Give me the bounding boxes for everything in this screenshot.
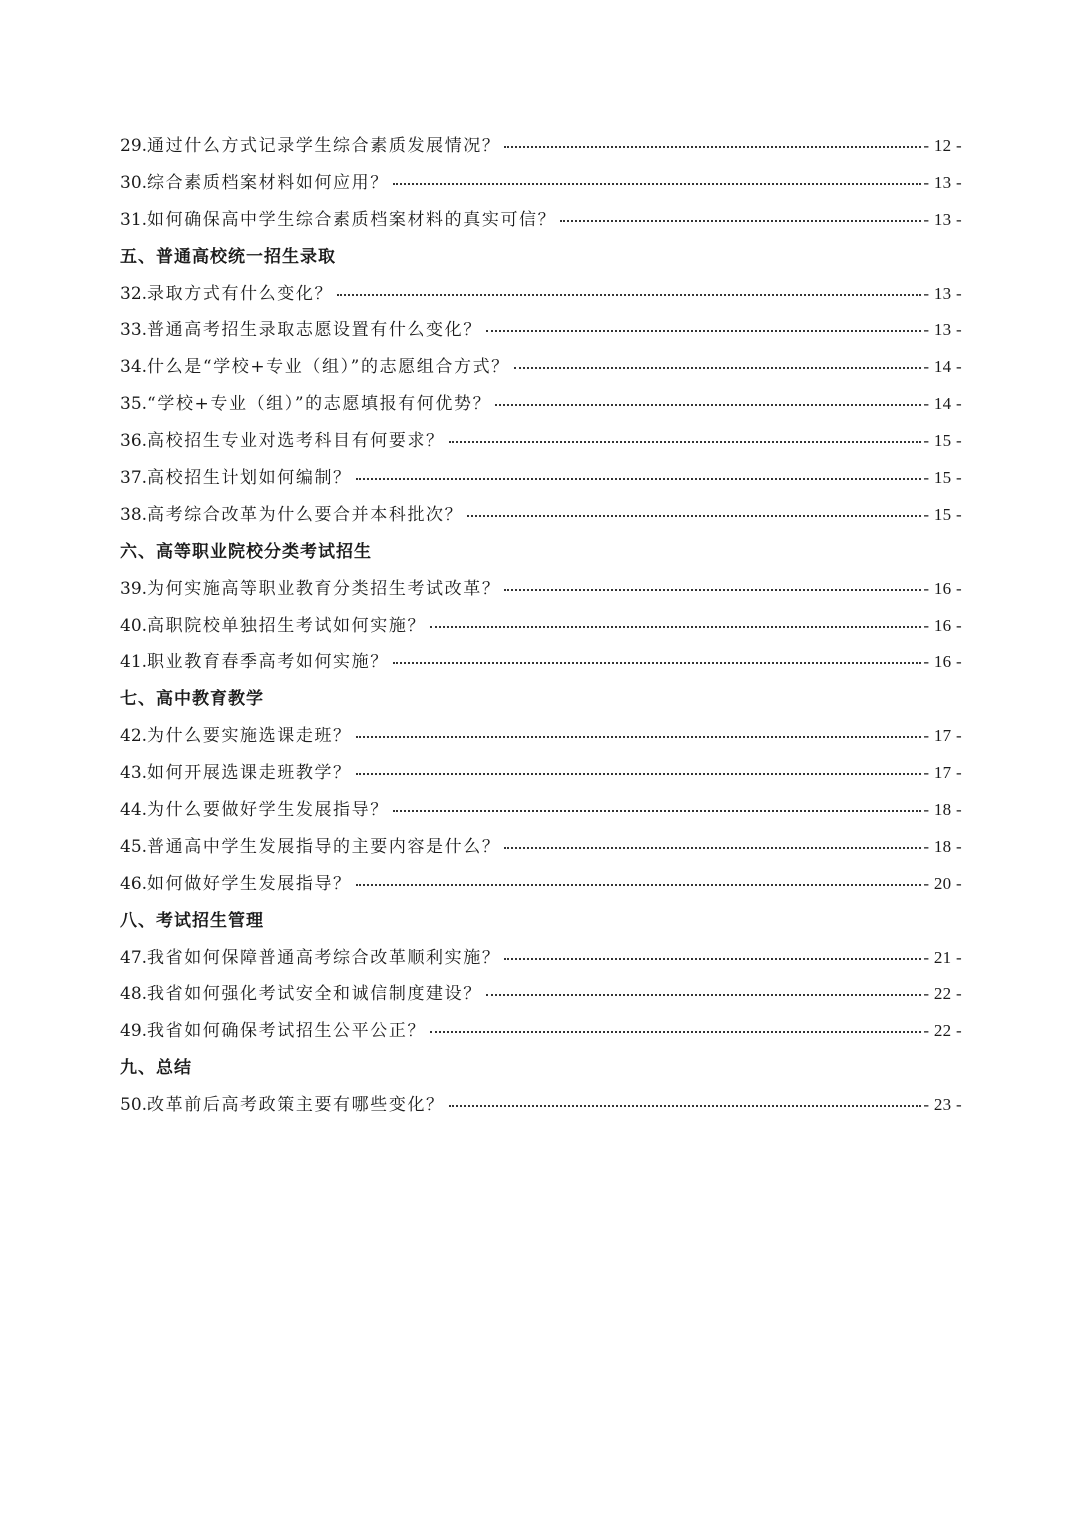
entry-title: [120, 168, 389, 193]
page-number: - 13 -: [923, 283, 962, 303]
toc-entry[interactable]: [120, 795, 962, 832]
page-number: - 22 -: [923, 1021, 962, 1041]
entry-title: [120, 1016, 426, 1041]
entry-title: [120, 721, 352, 746]
entry-number: 29.: [120, 136, 148, 156]
dot-leader: [486, 330, 922, 332]
page-number: - 16 -: [923, 615, 962, 635]
dot-leader: [393, 662, 922, 664]
entry-text: 录取方式有什么变化？: [147, 283, 334, 304]
page-number: - 15 -: [923, 504, 962, 524]
entry-title: [120, 205, 556, 230]
entry-number: 33.: [120, 320, 148, 341]
page-number: - 17 -: [923, 763, 962, 783]
dot-leader: [486, 994, 922, 996]
dot-leader: [356, 478, 922, 480]
toc-section-heading: [120, 684, 962, 721]
toc-section-heading: [120, 1053, 962, 1090]
toc-entry[interactable]: [120, 832, 962, 869]
section-title: 六、高等职业院校分类考试招生: [120, 541, 372, 562]
toc-entry[interactable]: [120, 168, 962, 205]
dot-leader: [356, 773, 922, 775]
dot-leader: [504, 589, 921, 591]
entry-title: [120, 943, 500, 968]
entry-number: 38.: [120, 504, 148, 525]
entry-text: 通过什么方式记录学生综合素质发展情况？: [147, 136, 501, 156]
dot-leader: [356, 736, 922, 738]
dot-leader: [467, 515, 921, 517]
toc-entry[interactable]: [120, 315, 962, 352]
page-number: - 13 -: [923, 320, 962, 340]
table-of-contents: [120, 131, 962, 1127]
entry-number: 37.: [120, 468, 148, 489]
toc-section-heading: [120, 537, 962, 574]
entry-title: [120, 574, 500, 599]
entry-text: 综合素质档案材料如何应用？: [147, 172, 389, 193]
toc-entry[interactable]: [120, 352, 962, 389]
entry-text: 高校招生专业对选考科目有何要求？: [147, 431, 445, 452]
toc-entry[interactable]: [120, 463, 962, 500]
page-number: - 12 -: [923, 136, 962, 155]
dot-leader: [514, 367, 922, 369]
entry-number: 35.: [120, 394, 148, 415]
entry-number: 39.: [120, 578, 148, 599]
toc-section-heading: [120, 242, 962, 279]
dot-leader: [430, 626, 921, 628]
dot-leader: [356, 884, 922, 886]
entry-number: 32.: [120, 283, 148, 304]
entry-number: 43.: [120, 763, 148, 784]
toc-entry[interactable]: [120, 279, 962, 316]
entry-text: 我省如何强化考试安全和诚信制度建设？: [147, 984, 482, 1005]
entry-title: [120, 352, 510, 377]
toc-entry[interactable]: [120, 869, 962, 906]
toc-entry[interactable]: [120, 979, 962, 1016]
page-number: - 18 -: [923, 836, 962, 856]
entry-text: 改革前后高考政策主要有哪些变化？: [147, 1095, 445, 1116]
page-number: - 16 -: [923, 652, 962, 672]
entry-number: 47.: [120, 947, 148, 968]
entry-title: [120, 795, 389, 820]
entry-number: 42.: [120, 726, 148, 747]
entry-text: 如何确保高中学生综合素质档案材料的真实可信？: [147, 209, 557, 230]
entry-title: [120, 463, 352, 488]
entry-text: 什么是“学校+专业（组）”的志愿组合方式？: [147, 357, 510, 378]
page-number: - 13 -: [923, 172, 962, 192]
entry-text: 我省如何保障普通高考综合改革顺利实施？: [147, 947, 501, 968]
entry-text: “学校+专业（组）”的志愿填报有何优势？: [147, 394, 492, 415]
page-number: - 23 -: [923, 1095, 962, 1115]
page-number: - 15 -: [923, 431, 962, 451]
toc-entry[interactable]: [120, 574, 962, 611]
entry-number: 36.: [120, 431, 148, 452]
entry-text: 高校招生计划如何编制？: [147, 468, 352, 489]
toc-entry[interactable]: [120, 1090, 962, 1127]
entry-title: [120, 500, 463, 525]
entry-title: [120, 131, 500, 156]
toc-entry[interactable]: [120, 426, 962, 463]
page-number: - 14 -: [923, 357, 962, 377]
page-number: - 18 -: [923, 800, 962, 820]
toc-entry[interactable]: [120, 758, 962, 795]
entry-number: 41.: [120, 652, 148, 673]
toc-entry[interactable]: [120, 1016, 962, 1053]
dot-leader: [449, 441, 922, 443]
dot-leader: [495, 404, 921, 406]
entry-number: 44.: [120, 800, 148, 821]
entry-text: 高考综合改革为什么要合并本科批次？: [147, 504, 464, 525]
page-number: - 22 -: [923, 984, 962, 1004]
entry-text: 为什么要做好学生发展指导？: [147, 800, 389, 821]
toc-entry[interactable]: [120, 205, 962, 242]
entry-text: 如何开展选课走班教学？: [147, 763, 352, 784]
page-number: - 21 -: [923, 947, 962, 967]
page-number: - 13 -: [923, 209, 962, 229]
entry-number: 49.: [120, 1021, 148, 1042]
entry-text: 为什么要实施选课走班？: [147, 726, 352, 747]
entry-title: [120, 279, 333, 304]
entry-title: [120, 426, 445, 451]
page-number: - 20 -: [923, 873, 962, 893]
entry-number: 30.: [120, 172, 148, 193]
entry-number: 45.: [120, 836, 148, 857]
toc-entry[interactable]: [120, 389, 962, 426]
toc-entry[interactable]: [120, 721, 962, 758]
section-title: 五、普通高校统一招生录取: [120, 246, 336, 267]
toc-entry[interactable]: [120, 131, 962, 168]
dot-leader: [430, 1031, 921, 1033]
dot-leader: [504, 958, 921, 960]
page-number: - 14 -: [923, 394, 962, 414]
toc-section-heading: [120, 906, 962, 943]
entry-title: [120, 315, 482, 340]
dot-leader: [449, 1105, 922, 1107]
entry-number: 34.: [120, 357, 148, 378]
toc-entry[interactable]: [120, 500, 962, 537]
toc-entry[interactable]: [120, 611, 962, 648]
section-title: 九、总结: [120, 1058, 192, 1079]
entry-title: [120, 869, 352, 894]
section-title: 八、考试招生管理: [120, 910, 264, 931]
entry-text: 普通高中学生发展指导的主要内容是什么？: [147, 836, 501, 857]
page-number: - 15 -: [923, 468, 962, 488]
entry-title: [120, 979, 482, 1004]
toc-entry[interactable]: [120, 943, 962, 980]
page-number: - 16 -: [923, 578, 962, 598]
entry-title: [120, 611, 426, 636]
entry-title: [120, 389, 491, 414]
entry-number: 31.: [120, 209, 148, 230]
entry-text: 我省如何确保考试招生公平公正？: [147, 1021, 427, 1042]
dot-leader: [337, 294, 921, 296]
entry-title: [120, 832, 500, 857]
dot-leader: [393, 183, 922, 185]
section-title: 七、高中教育教学: [120, 689, 264, 710]
page-number: - 17 -: [923, 726, 962, 746]
entry-text: 为何实施高等职业教育分类招生考试改革？: [147, 578, 501, 599]
entry-text: 如何做好学生发展指导？: [147, 873, 352, 894]
toc-entry[interactable]: [120, 647, 962, 684]
entry-number: 40.: [120, 615, 148, 636]
dot-leader: [504, 847, 921, 849]
entry-number: 50.: [120, 1095, 148, 1116]
entry-number: 46.: [120, 873, 148, 894]
entry-number: 48.: [120, 984, 148, 1005]
entry-title: [120, 758, 352, 783]
dot-leader: [393, 810, 922, 812]
entry-title: [120, 647, 389, 672]
dot-leader: [504, 146, 921, 148]
dot-leader: [560, 220, 921, 222]
entry-text: 高职院校单独招生考试如何实施？: [147, 615, 427, 636]
entry-title: [120, 1090, 445, 1115]
entry-text: 职业教育春季高考如何实施？: [147, 652, 389, 673]
entry-text: 普通高考招生录取志愿设置有什么变化？: [147, 320, 482, 341]
